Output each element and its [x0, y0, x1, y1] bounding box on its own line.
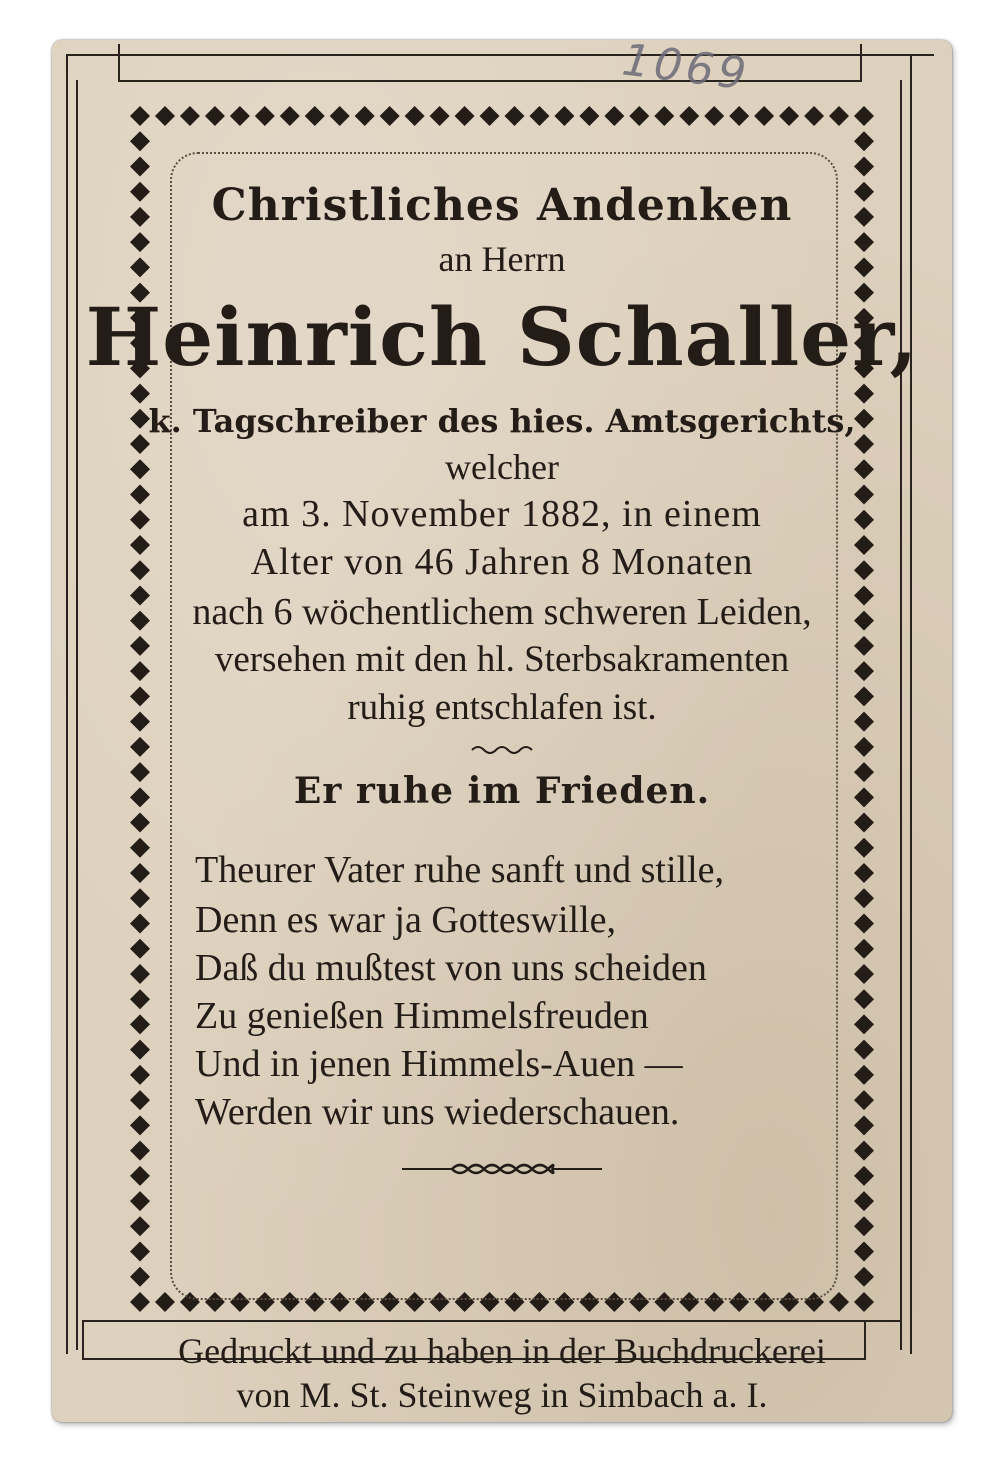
border-diamond-top — [205, 106, 225, 126]
border-diamond-left — [130, 1014, 150, 1034]
border-diamond-right — [854, 964, 874, 984]
body-line-6: ruhig entschlafen ist. — [347, 687, 657, 728]
border-diamond-right — [854, 888, 874, 908]
border-diamond-top — [629, 106, 649, 126]
border-diamond-top — [604, 106, 624, 126]
border-diamond-left — [130, 384, 150, 404]
border-diamond-top — [405, 106, 425, 126]
border-diamond-right — [854, 1090, 874, 1110]
border-diamond-right — [854, 1040, 874, 1060]
body-line-4: nach 6 wöchentlichem schweren Leiden, — [192, 591, 812, 633]
border-diamond-right — [854, 1115, 874, 1135]
border-diamond-left — [130, 888, 150, 908]
border-diamond-bottom — [829, 1292, 849, 1312]
border-diamond-left — [130, 813, 150, 833]
border-diamond-top — [579, 106, 599, 126]
border-diamond-top — [804, 106, 824, 126]
border-diamond-top — [704, 106, 724, 126]
border-diamond-top — [255, 106, 275, 126]
border-diamond-top — [829, 106, 849, 126]
verse-line-3: Daß du mußtest von uns scheiden — [195, 947, 707, 989]
deceased-name: Heinrich Schaller, — [85, 290, 919, 384]
printer-line-1: Gedruckt und zu haben in der Buchdruckerei — [178, 1331, 826, 1371]
border-diamond-top — [355, 106, 375, 126]
border-diamond-left — [130, 1267, 150, 1287]
border-diamond-top — [779, 106, 799, 126]
verse-line-5: Und in jenen Himmels-Auen — — [195, 1043, 683, 1085]
occupation: k. Tagschreiber des hies. Amtsgerichts, — [148, 402, 856, 440]
border-diamond-left — [130, 156, 150, 176]
border-diamond-top — [155, 106, 175, 126]
body-line-1: welcher — [445, 447, 559, 487]
body-line-3: Alter von 46 Jahren 8 Monaten — [250, 541, 754, 583]
border-diamond-top — [654, 106, 674, 126]
border-diamond-left — [130, 1191, 150, 1211]
border-diamond-left — [130, 863, 150, 883]
handwritten-number: 1069 — [619, 34, 753, 101]
border-diamond-left — [130, 964, 150, 984]
border-diamond-top — [280, 106, 300, 126]
border-diamond-right — [854, 384, 874, 404]
border-diamond-bottom — [155, 1292, 175, 1312]
border-diamond-right — [854, 989, 874, 1009]
printer-line-2: von M. St. Steinweg in Simbach a. I. — [236, 1375, 768, 1415]
border-diamond-left — [130, 1216, 150, 1236]
border-diamond-top — [430, 106, 450, 126]
border-diamond-left — [130, 131, 150, 151]
border-diamond-right — [854, 838, 874, 858]
border-diamond-top — [554, 106, 574, 126]
border-diamond-bottom — [130, 1292, 150, 1312]
body-line-2: am 3. November 1882, in einem — [242, 493, 762, 535]
border-diamond-right — [854, 863, 874, 883]
border-diamond-left — [130, 1065, 150, 1085]
border-diamond-right — [854, 1216, 874, 1236]
border-diamond-left — [130, 913, 150, 933]
border-diamond-left — [130, 1040, 150, 1060]
border-diamond-top — [380, 106, 400, 126]
border-diamond-top — [180, 106, 200, 126]
border-diamond-left — [130, 989, 150, 1009]
blessing: Er ruhe im Frieden. — [293, 770, 711, 812]
tilde-ornament — [52, 740, 952, 760]
border-diamond-top — [754, 106, 774, 126]
border-diamond-left — [130, 1090, 150, 1110]
border-diamond-right — [854, 156, 874, 176]
border-diamond-top — [330, 106, 350, 126]
scroll-ornament — [52, 1158, 952, 1180]
border-diamond-bottom — [854, 1292, 874, 1312]
verse-line-2: Denn es war ja Gotteswille, — [195, 899, 617, 941]
border-diamond-right — [854, 1191, 874, 1211]
border-diamond-top — [529, 106, 549, 126]
border-diamond-right — [854, 1267, 874, 1287]
border-diamond-top — [455, 106, 475, 126]
border-diamond-right — [854, 813, 874, 833]
border-diamond-top — [480, 106, 500, 126]
verse-line-4: Zu genießen Himmelsfreuden — [195, 995, 649, 1037]
salutation: an Herrn — [438, 239, 566, 279]
border-diamond-top — [130, 106, 150, 126]
memorial-card — [52, 34, 952, 1422]
border-diamond-right — [854, 1014, 874, 1034]
border-diamond-top — [230, 106, 250, 126]
border-diamond-top — [729, 106, 749, 126]
body-line-5: versehen mit den hl. Sterbsakramenten — [214, 639, 790, 680]
verse-line-6: Werden wir uns wiederschauen. — [195, 1091, 680, 1133]
border-diamond-left — [130, 1242, 150, 1262]
border-diamond-right — [854, 1065, 874, 1085]
border-diamond-top — [679, 106, 699, 126]
border-diamond-top — [504, 106, 524, 126]
border-diamond-right — [854, 939, 874, 959]
card-heading: Christliches Andenken — [211, 180, 793, 231]
border-diamond-top — [305, 106, 325, 126]
border-diamond-left — [130, 1115, 150, 1135]
border-diamond-left — [130, 939, 150, 959]
border-diamond-left — [130, 838, 150, 858]
border-diamond-right — [854, 913, 874, 933]
border-diamond-top — [854, 106, 874, 126]
border-diamond-right — [854, 1242, 874, 1262]
verse-line-1: Theurer Vater ruhe sanft und stille, — [195, 849, 725, 891]
border-diamond-right — [854, 131, 874, 151]
